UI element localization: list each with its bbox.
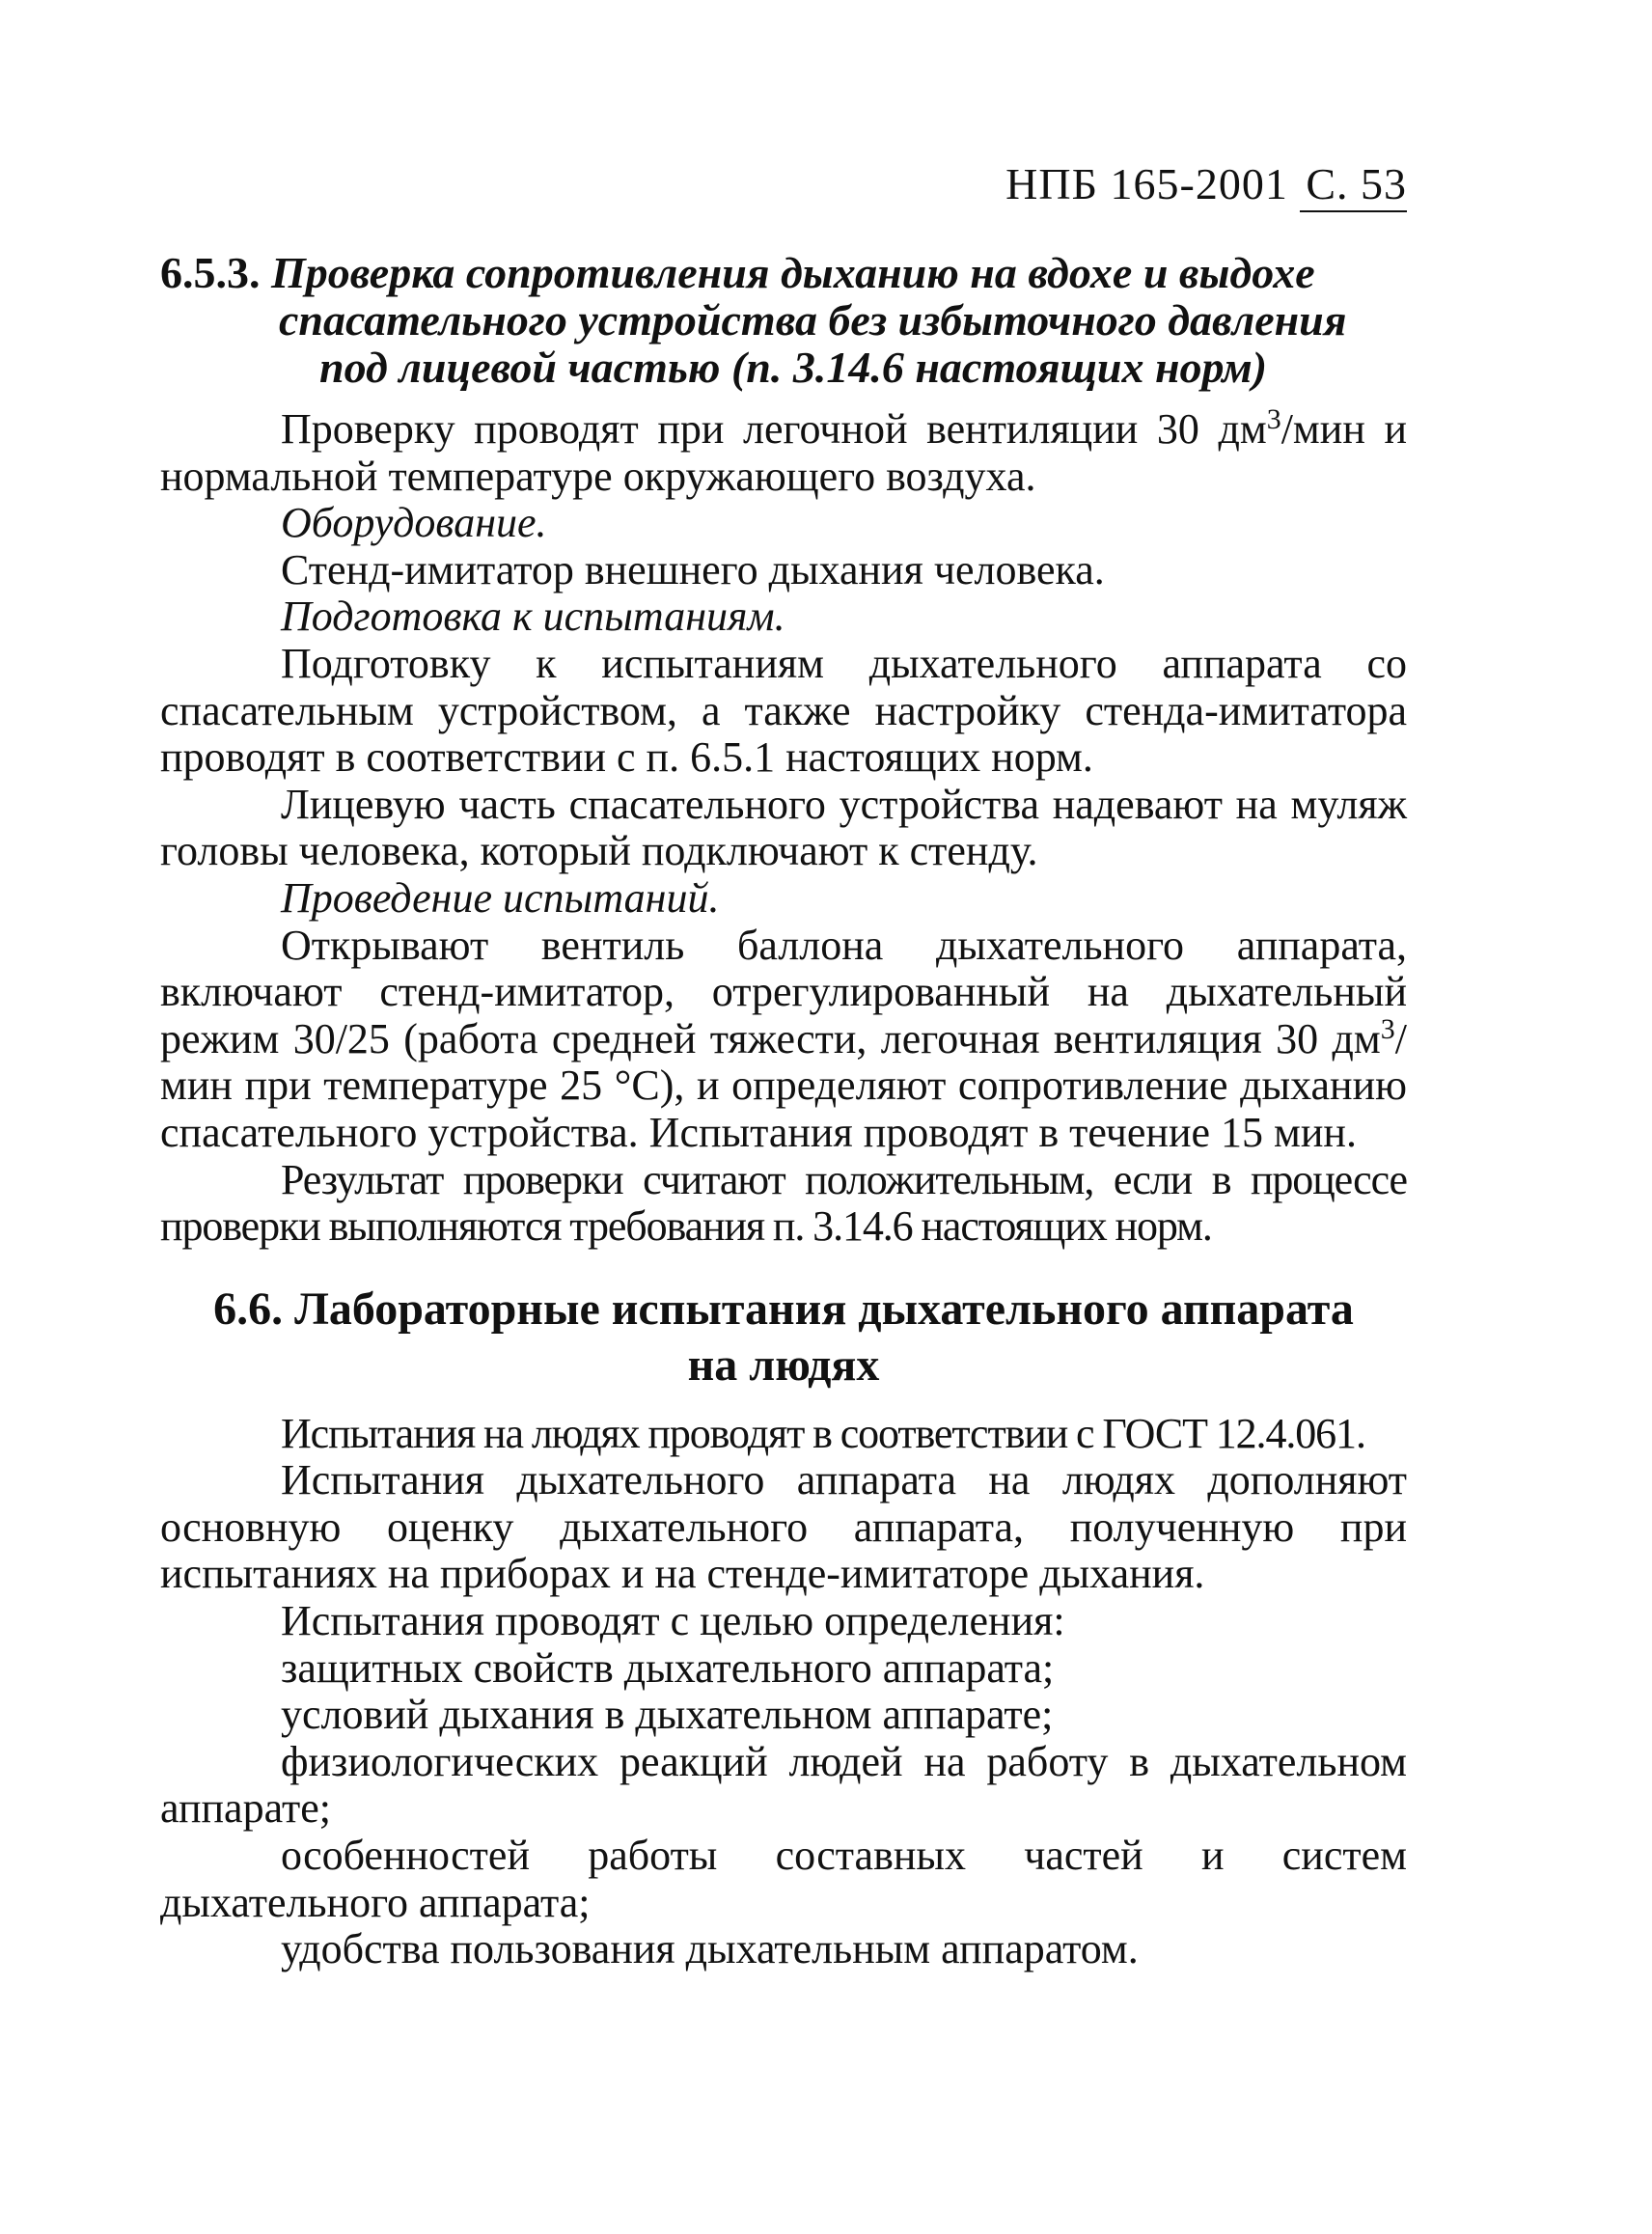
superscript: 3 (1266, 403, 1281, 435)
subsection-title-line-1: Проверка сопротивления дыханию на вдохе и выдохе (271, 248, 1315, 297)
conduct-label: Проведение испытаний. (281, 873, 720, 922)
preparation-label: Подготовка к испытаниям. (281, 593, 785, 641)
subsection-heading (160, 249, 1407, 391)
list-item: защитных свойств дыхательного аппарата; (281, 1643, 1055, 1692)
result-text: Результат проверки считают положительным, если в процессе проверки выполняются требования п. 3.14.6 настоящих норм. (160, 1155, 1407, 1251)
paragraph-ventilation-text-1: Проверку проводят при легочной вентиляции 30 дм (281, 405, 1267, 453)
conduct-text (160, 923, 1407, 1157)
page-number: С. 53 (1300, 162, 1407, 212)
list-item: особенностей работы составных частей и систем дыхательного аппарата; (160, 1832, 1407, 1926)
doc-code: НПБ 165-2001 (1005, 159, 1288, 208)
section-heading (160, 1282, 1407, 1393)
conduct-text-2: /мин при температуре 25 °С), и определяют сопротивление дыханию спасательного устройства. Испытания проводят в течение 15 мин. (160, 1014, 1407, 1156)
section-paragraph-3: Испытания проводят с целью определения: (281, 1597, 1065, 1645)
page-content (160, 249, 1407, 1973)
subsection-title-line-2: спасательного устройства без избыточного давления (279, 295, 1347, 345)
list-item: условий дыхания в дыхательном аппарате; (281, 1691, 1054, 1739)
section-paragraph-2: Испытания дыхательного аппарата на людях дополняют основную оценку дыхательного аппарата, полученную при испытаниях на приборах и на стенде-имитаторе дыхания. (160, 1456, 1407, 1598)
list-item: физиологических реакций людей на работу в дыхательном аппарате; (160, 1737, 1407, 1833)
preparation-text-2: Лицевую часть спасательного устройства надевают на муляж головы человека, который подключают к стенду. (160, 780, 1407, 875)
list-item: удобства пользования дыхательным аппаратом. (281, 1925, 1139, 1973)
section-title-line-2: на людях (687, 1338, 880, 1391)
preparation-text-1: Подготовку к испытаниям дыхательного аппарата со спасательным устройством, а также настройку стенда-имитатора проводят в соответствии с п. 6.5.1 настоящих норм. (160, 639, 1407, 782)
section-paragraph-1: Испытания на людях проводят в соответствии с ГОСТ 12.4.061. (281, 1409, 1365, 1457)
superscript: 3 (1380, 1012, 1395, 1045)
section-title-line-1: 6.6. Лабораторные испытания дыхательного аппарата (213, 1282, 1354, 1335)
paragraph-ventilation-text-2: /мин и нормальной температуре окружающего воздуха. (160, 405, 1407, 500)
equipment-text: Стенд-имитатор внешнего дыхания человека. (281, 545, 1105, 593)
subsection-number: 6.5.3. (160, 248, 261, 297)
conduct-text-1: Открывают вентиль баллона дыхательного аппарата, включают стенд-имитатор, отрегулированный на дыхательный режим 30/25 (работа средней тяжести, легочная вентиляция 30 дм (160, 921, 1407, 1062)
paragraph-ventilation (160, 403, 1407, 500)
page-header (1005, 159, 1407, 212)
subsection-title-line-3: под лицевой частью (п. 3.14.6 настоящих норм) (319, 343, 1268, 392)
equipment-label: Оборудование. (281, 499, 547, 547)
